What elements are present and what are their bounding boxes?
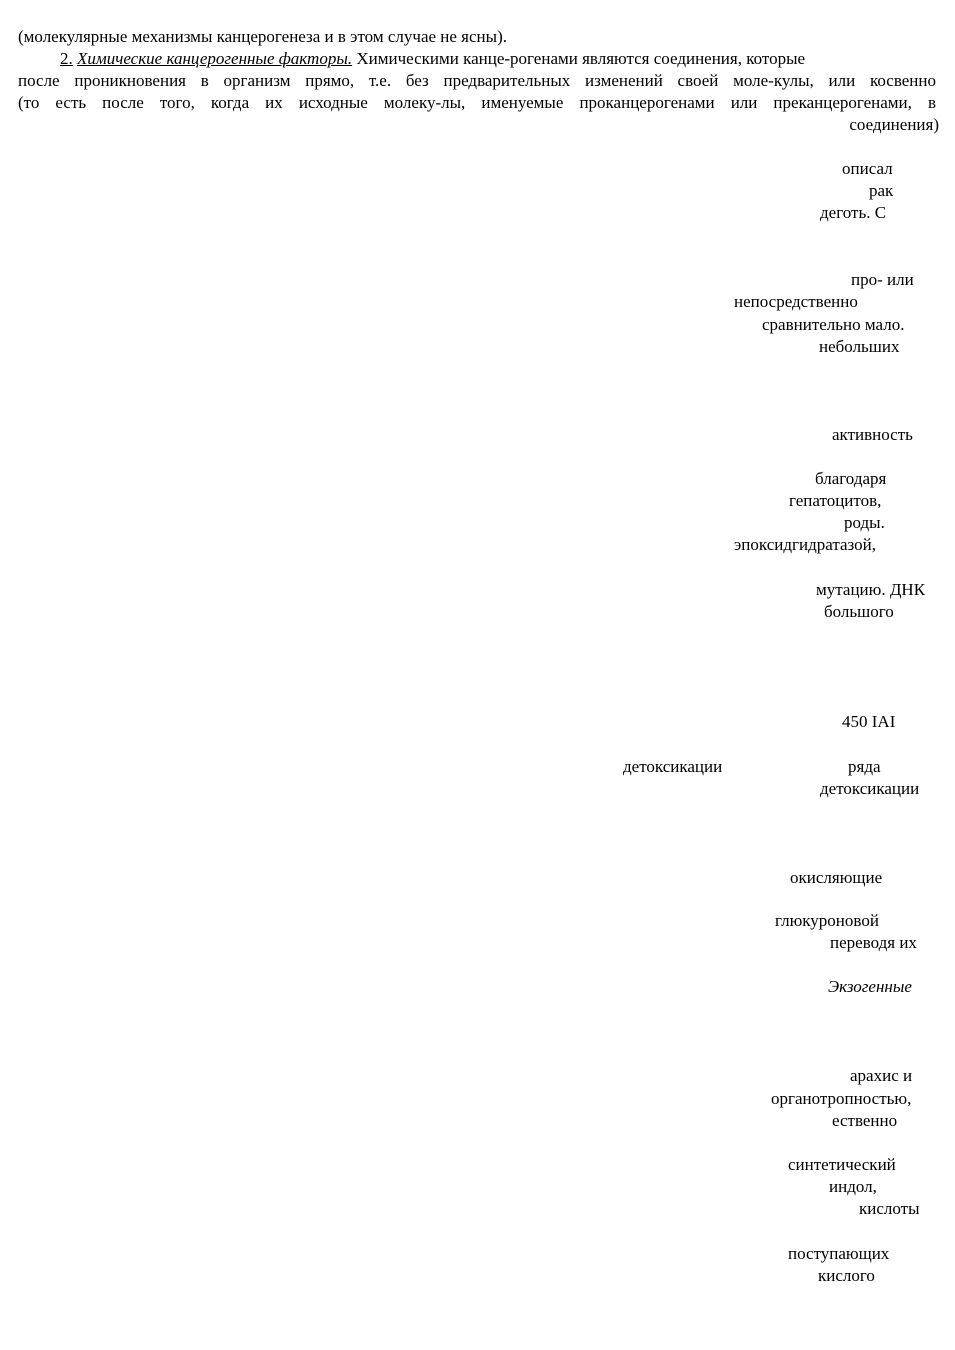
fragment-text: эпоксидгидратазой, — [734, 535, 876, 554]
fragment-text: органотропностью, — [771, 1089, 912, 1108]
fragment-text: арахис и — [850, 1066, 913, 1085]
section-2-line-4: соединения) — [849, 115, 939, 134]
fragment-text: индол, — [829, 1177, 877, 1196]
fragment-text: поступающих — [788, 1244, 890, 1263]
fragment-text: ряда — [848, 757, 881, 776]
fragment-text: кислого — [818, 1266, 875, 1285]
fragment-text: большого — [824, 602, 894, 621]
fragment-text: мутацию. ДНК — [816, 580, 926, 599]
section-2-line-3: (то есть после того, когда их исходные молеку-лы, именуемые проканцерогенами или преканцерогенами, в — [18, 93, 936, 112]
section-2-line-2: после проникновения в организм прямо, т.е. без предварительных изменений своей моле-кулы, или косвенно — [18, 71, 936, 90]
fragment-text: описал — [842, 159, 893, 178]
fragment-text: рак — [869, 181, 894, 200]
fragment-text: окисляющие — [790, 868, 883, 887]
fragment-text: деготь. С — [820, 203, 887, 222]
section-2-title: Химические канцерогенные факторы. — [77, 49, 353, 68]
fragment-text: благодаря — [815, 469, 887, 488]
fragment-text: роды. — [844, 513, 885, 532]
fragment-text: синтетический — [788, 1155, 896, 1174]
fragment-text: Экзогенные — [828, 977, 912, 996]
fragment-text: гепатоцитов, — [789, 491, 882, 510]
fragment-text: детоксикации — [820, 779, 920, 798]
fragment-text: глюкуроновой — [775, 911, 879, 930]
fragment-text: 450 IAI — [842, 712, 896, 731]
fragment-text: активность — [832, 425, 913, 444]
fragment-text: непосредственно — [734, 292, 858, 311]
fragment-text: детоксикации — [623, 757, 723, 776]
section-2-line1-text: Химическими канце-рогенами являются соединения, которые — [356, 49, 806, 68]
fragment-text: ественно — [832, 1111, 898, 1130]
fragment-text: переводя их — [830, 933, 917, 952]
fragment-text: кислоты — [859, 1199, 920, 1218]
fragment-text: про- или — [851, 270, 914, 289]
intro-line: (молекулярные механизмы канцерогенеза и в этом случае не ясны). — [18, 27, 507, 46]
fragment-text: сравнительно мало. — [762, 315, 905, 334]
section-2-first-line — [60, 48, 805, 70]
fragment-text: небольших — [819, 337, 900, 356]
section-2-number: 2. — [60, 49, 73, 68]
